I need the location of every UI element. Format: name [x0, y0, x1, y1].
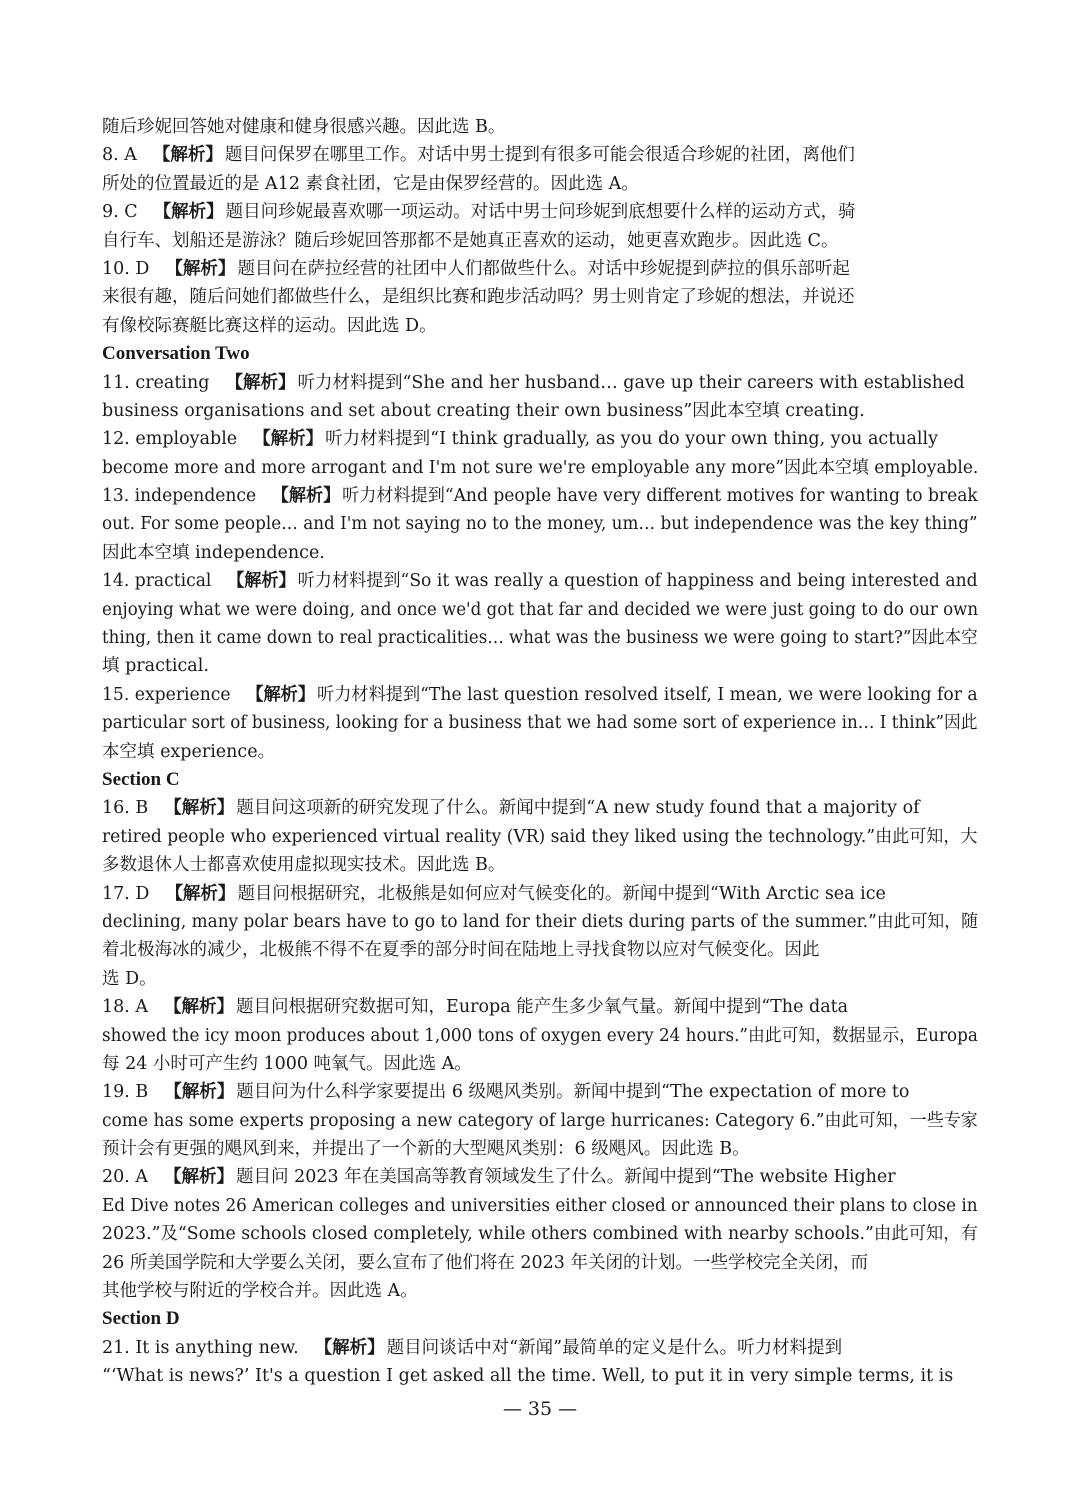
line-text: retired people who experienced virtual reality (VR) said they liked using the technology.”由此可知，大: [102, 826, 978, 847]
line-text: 题目问 2023 年在美国高等教育领域发生了什么。新闻中提到“The website Higher: [236, 1167, 896, 1188]
answer-item: [102, 255, 978, 340]
answer-key: 21. It is anything new.: [102, 1337, 299, 1358]
analysis-tag: 【解析】: [314, 1337, 385, 1358]
text-line: [102, 993, 978, 1021]
text-line: [102, 255, 978, 283]
answer-item: [102, 482, 978, 567]
line-text: come has some experts proposing a new category of large hurricanes: Category 6.”由此可知，一些专家: [102, 1110, 978, 1131]
text-line: [102, 425, 978, 453]
line-text: 来很有趣，随后问她们都做些什么，是组织比赛和跑步活动吗？男士则肯定了珍妮的想法，并说还: [102, 287, 855, 308]
line-text: 预计会有更强的飓风到来，并提出了一个新的大型飓风类别：6 级飓风。因此选 B。: [102, 1139, 750, 1160]
line-text: 多数退休人士都喜欢使用虚拟现实技术。因此选 B。: [102, 855, 506, 876]
text-line: [102, 880, 978, 908]
text-line: [102, 454, 978, 482]
analysis-tag: 【解析】: [253, 429, 324, 450]
analysis-tag: 【解析】: [164, 1082, 235, 1103]
line-text: 题目问根据研究数据可知，Europa 能产生多少氧气量。新闻中提到“The data: [236, 997, 849, 1018]
line-text: 有像校际赛艇比赛这样的运动。因此选 D。: [102, 315, 437, 336]
answer-key: 17. D: [102, 883, 150, 904]
line-text: 题目问为什么科学家要提出 6 级飓风类别。新闻中提到“The expectation of more to: [236, 1082, 910, 1103]
line-text: 题目问谈话中对“新闻”最简单的定义是什么。听力材料提到: [386, 1337, 843, 1358]
analysis-tag: 【解析】: [271, 486, 341, 507]
answer-key: 20. A: [102, 1167, 149, 1188]
text-line: [102, 227, 978, 255]
section-heading: Conversation Two: [102, 343, 250, 365]
analysis-tag: 【解析】: [246, 684, 316, 705]
text-line: [102, 624, 978, 652]
analysis-tag: 【解析】: [225, 372, 296, 393]
text-line: [102, 1050, 978, 1078]
text-line: [102, 1107, 978, 1135]
line-text: 着北极海冰的减少，北极熊不得不在夏季的部分时间在陆地上寻找食物以应对气候变化。因此: [102, 940, 820, 961]
text-line: [102, 908, 978, 936]
text-line: [102, 851, 978, 879]
analysis-tag: 【解析】: [164, 798, 235, 819]
text-line: [102, 369, 978, 397]
text-line: [102, 794, 978, 822]
text-line: [102, 709, 978, 737]
line-text: “‘What is news?’ It's a question I get asked all the time. Well, to put it in very simple terms, it is: [102, 1366, 954, 1387]
line-text: 题目问珍妮最喜欢哪一项运动。对话中男士问珍妮到底想要什么样的运动方式，骑: [225, 202, 856, 223]
text-line: [102, 283, 978, 311]
text-line: [102, 1192, 978, 1220]
line-text: 题目问根据研究，北极熊是如何应对气候变化的。新闻中提到“With Arctic sea ice: [237, 883, 886, 904]
analysis-tag: 【解析】: [152, 145, 223, 166]
line-text: 题目问这项新的研究发现了什么。新闻中提到“A new study found that a majority of: [236, 798, 920, 819]
answer-key: 13. independence: [102, 486, 257, 507]
line-text: 选 D。: [102, 968, 157, 989]
answer-item: [102, 880, 978, 994]
document-body: [102, 113, 978, 1391]
answer-item: [102, 1078, 978, 1163]
answer-key: 16. B: [102, 798, 149, 819]
line-text: 听力材料提到“She and her husband… gave up their careers with established: [297, 372, 965, 393]
line-text: thing, then it came down to real practicalities… what was the business we were going to start?”因此本空: [102, 628, 978, 649]
line-text: 自行车、划船还是游泳？随后珍妮回答那都不是她真正喜欢的运动，她更喜欢跑步。因此选 C。: [102, 230, 839, 251]
line-text: particular sort of business, looking for a business that we had some sort of experience in… I think”因此: [102, 713, 978, 734]
answer-item: [102, 425, 978, 482]
answer-key: 8. A: [102, 145, 137, 166]
line-text: 随后珍妮回答她对健康和健身很感兴趣。因此选 B。: [102, 117, 506, 137]
analysis-tag: 【解析】: [165, 258, 236, 279]
answer-item: [102, 1334, 978, 1391]
answer-key: 12. employable: [102, 429, 238, 450]
line-text: Ed Dive notes 26 American colleges and universities either closed or announced their plans to close in: [102, 1195, 978, 1216]
line-text: showed the icy moon produces about 1,000 tons of oxygen every 24 hours.”由此可知，数据显示，Europa: [102, 1025, 978, 1046]
text-line: [102, 567, 978, 595]
text-line: [102, 965, 978, 993]
analysis-tag: 【解析】: [153, 202, 224, 223]
answer-item: [102, 141, 978, 198]
text-line: [102, 652, 978, 680]
text-line: [102, 1163, 978, 1191]
answer-item: [102, 198, 978, 255]
text-line: [102, 1220, 978, 1248]
line-text: 每 24 小时可产生约 1000 吨氧气。因此选 A。: [102, 1053, 472, 1074]
line-text: 听力材料提到“I think gradually, as you do your own thing, you actually: [325, 429, 939, 450]
answer-item: [102, 369, 978, 426]
line-text: 听力材料提到“So it was really a question of happiness and being interested and: [297, 571, 978, 592]
line-text: 26 所美国学院和大学要么关闭，要么宣布了他们将在 2023 年关闭的计划。一些学校完全关闭，而: [102, 1252, 868, 1273]
line-text: 题目问保罗在哪里工作。对话中男士提到有很多可能会很适合珍妮的社团，离他们: [224, 145, 855, 166]
line-text: declining, many polar bears have to go to land for their diets during parts of the summer.”由此可知，随: [102, 911, 978, 932]
line-text: 本空填 experience。: [102, 741, 276, 762]
line-text: 听力材料提到“And people have very different motives for wanting to break: [342, 486, 978, 507]
page-number: — 35 —: [502, 1398, 578, 1420]
text-line: [102, 397, 978, 425]
line-text: become more and more arrogant and I'm not sure we're employable any more”因此本空填 employable.: [102, 457, 978, 478]
line-text: 听力材料提到“The last question resolved itself, I mean, we were looking for a: [317, 684, 978, 705]
text-line: [102, 936, 978, 964]
answer-key: 9. C: [102, 202, 138, 223]
answer-item: [102, 567, 978, 681]
line-text: 2023.”及“Some schools closed completely, while others combined with nearby schools.”由此可知，有: [102, 1224, 978, 1245]
text-line: [102, 170, 978, 198]
answer-continuation: [102, 113, 978, 141]
text-line: [102, 1249, 978, 1277]
text-line: [102, 141, 978, 169]
answer-key: 18. A: [102, 997, 149, 1018]
answer-key: 10. D: [102, 258, 150, 279]
section-heading: Section C: [102, 768, 180, 790]
line-text: 题目问在萨拉经营的社团中人们都做些什么。对话中珍妮提到萨拉的俱乐部听起: [237, 258, 850, 279]
answer-key: 19. B: [102, 1082, 149, 1103]
text-line: [102, 482, 978, 510]
answer-item: [102, 993, 978, 1078]
text-line: [102, 312, 978, 340]
text-line: [102, 681, 978, 709]
text-line: [102, 1362, 978, 1390]
text-line: [102, 1078, 978, 1106]
text-line: [102, 1277, 978, 1305]
answer-key: 11. creating: [102, 372, 210, 393]
analysis-tag: 【解析】: [164, 1167, 235, 1188]
text-line: [102, 113, 978, 141]
line-text: 填 practical.: [102, 656, 209, 677]
line-text: 其他学校与附近的学校合并。因此选 A。: [102, 1281, 418, 1302]
line-text: enjoying what we were doing, and once we'd got that far and decided we were just going to do our own: [102, 599, 978, 620]
text-line: [102, 198, 978, 226]
line-text: business organisations and set about creating their own business”因此本空填 creating.: [102, 400, 865, 421]
analysis-tag: 【解析】: [164, 997, 235, 1018]
text-line: [102, 596, 978, 624]
line-text: out. For some people… and I'm not saying no to the money, um… but independence was the key thing”: [102, 514, 978, 535]
text-line: [102, 1022, 978, 1050]
answer-item: [102, 681, 978, 766]
text-line: [102, 539, 978, 567]
line-text: 所处的位置最近的是 A12 素食社团，它是由保罗经营的。因此选 A。: [102, 173, 639, 194]
answer-key: 14. practical: [102, 571, 212, 592]
analysis-tag: 【解析】: [165, 883, 236, 904]
answer-item: [102, 1163, 978, 1305]
text-line: [102, 1135, 978, 1163]
line-text: 因此本空填 independence.: [102, 542, 325, 563]
analysis-tag: 【解析】: [227, 571, 296, 592]
answer-key: 15. experience: [102, 684, 231, 705]
section-heading: Section D: [102, 1308, 180, 1330]
text-line: [102, 738, 978, 766]
text-line: [102, 1334, 978, 1362]
answer-item: [102, 794, 978, 879]
text-line: [102, 823, 978, 851]
text-line: [102, 510, 978, 538]
